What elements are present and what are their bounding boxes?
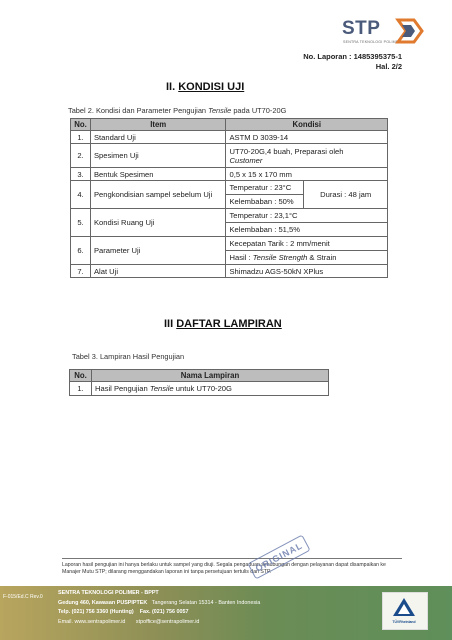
footer-address-bold: Gedung 460, Kawasan PUSPIPTEK xyxy=(58,599,148,606)
table-header-no: No. xyxy=(71,119,91,131)
row-no: 6. xyxy=(71,237,91,265)
row-item: Bentuk Spesimen xyxy=(90,168,226,181)
table3-caption: Tabel 3. Lampiran Hasil Pengujian xyxy=(72,352,185,361)
table-header-no: No. xyxy=(70,370,92,382)
caption-text: Tabel 2. Kondisi dan Parameter Pengujian xyxy=(68,106,209,115)
row-item: Alat Uji xyxy=(90,265,226,278)
lampiran-table xyxy=(69,369,329,396)
row-kondisi: Shimadzu AGS-50kN XPlus xyxy=(226,265,388,278)
tuv-certification-icon xyxy=(392,597,416,617)
stp-logo-subtitle: SENTRA TEKNOLOGI POLIMER xyxy=(343,40,402,44)
section-title-text: DAFTAR LAMPIRAN xyxy=(176,318,282,330)
footer-email-label: Email. www.sentrapolimer.id xyxy=(58,618,126,625)
footer-disclaimer: Laporan hasil pengujian ini hanya berlaku untuk sampel yang diuji. Segala pengaduan sehubungan dengan pelayanan dapat disampaikan ke Manajer Mutu STP; dilarang menggandakan laporan ini tanpa persetujuan tertulis dari STP. xyxy=(62,558,402,576)
footer-org: SENTRA TEKNOLOGI POLIMER - BPPT xyxy=(58,590,159,596)
row-item: Parameter Uji xyxy=(90,237,226,265)
row-durasi: Durasi : 48 jam xyxy=(304,181,388,209)
table-row xyxy=(71,131,388,144)
footer-phone: Telp. (021) 756 3360 (Hunting) xyxy=(58,609,134,616)
table-row xyxy=(71,168,388,181)
footer-address xyxy=(58,589,260,627)
table-header-nama: Nama Lampiran xyxy=(91,370,328,382)
table2-caption xyxy=(68,106,286,115)
table-header-kondisi: Kondisi xyxy=(226,119,388,131)
row-kondisi-result xyxy=(226,251,388,265)
row-kondisi-temp: Temperatur : 23°C xyxy=(226,181,304,195)
table-row xyxy=(71,144,388,168)
name-prefix: Hasil Pengujian xyxy=(94,384,150,393)
form-id: F-015/Ed.C Rev.0 xyxy=(3,594,43,600)
kondisi-line-italic: Customer xyxy=(229,155,263,165)
row-kondisi: 0,5 x 15 x 170 mm xyxy=(226,168,388,181)
row-item: Kondisi Ruang Uji xyxy=(90,209,226,237)
row-no: 5. xyxy=(71,209,91,237)
row-no: 3. xyxy=(71,168,91,181)
result-prefix: Hasil : xyxy=(229,253,253,262)
kondisi-line: UT70-20G,4 buah, Preparasi oleh xyxy=(229,146,344,156)
table-row xyxy=(71,265,388,278)
original-stamp: ORIGINAL xyxy=(247,534,310,579)
table-header-item: Item xyxy=(90,119,226,131)
section-title-kondisi-uji xyxy=(166,81,244,93)
section-number: III xyxy=(164,318,177,330)
name-suffix: untuk UT70-20G xyxy=(173,384,232,393)
section-number: II. xyxy=(166,81,179,93)
footer-email: stpoffice@sentrapolimer.id xyxy=(135,618,200,625)
section-title-text: KONDISI UJI xyxy=(178,81,245,93)
row-item: Spesimen Uji xyxy=(90,144,226,168)
row-name xyxy=(91,382,328,396)
caption-suffix: pada UT70-20G xyxy=(231,106,287,115)
row-kondisi xyxy=(226,144,388,168)
row-no: 7. xyxy=(71,265,91,278)
row-no: 4. xyxy=(71,181,91,209)
name-italic: Tensile xyxy=(149,384,174,393)
row-kondisi-speed: Kecepatan Tarik : 2 mm/menit xyxy=(226,237,388,251)
row-no: 1. xyxy=(70,382,92,396)
table-row xyxy=(70,382,329,396)
row-item: Standard Uji xyxy=(90,131,226,144)
report-number: No. Laporan : 1485395375-1 xyxy=(303,52,402,61)
section-title-daftar-lampiran xyxy=(164,318,282,330)
stp-logo-text: STP xyxy=(342,18,381,39)
table-row xyxy=(71,181,388,195)
footer-address-rest: Tangerang Selatan 15314 - Banten Indonesia xyxy=(151,599,261,606)
row-kondisi-humidity: Kelembaban : 51,5% xyxy=(226,223,388,237)
caption-italic: Tensile xyxy=(208,106,232,115)
footer-fax: Fax. (021) 756 0057 xyxy=(139,609,189,616)
kondisi-table xyxy=(70,118,388,278)
row-kondisi-humidity: Kelembaban : 50% xyxy=(226,195,304,209)
row-kondisi: ASTM D 3039-14 xyxy=(226,131,388,144)
table-row xyxy=(71,209,388,223)
cert-label: TÜVRheinland xyxy=(392,620,416,624)
page-number: Hal. 2/2 xyxy=(375,62,402,71)
report-number-block xyxy=(303,52,402,72)
row-no: 2. xyxy=(71,144,91,168)
row-item: Pengkondisian sampel sebelum Uji xyxy=(90,181,226,209)
row-kondisi-temp: Temperatur : 23,1°C xyxy=(226,209,388,223)
result-italic: Tensile Strength xyxy=(252,253,308,262)
stp-logo-icon xyxy=(392,16,426,46)
result-suffix: & Strain xyxy=(307,253,337,262)
table-row xyxy=(71,237,388,251)
row-no: 1. xyxy=(71,131,91,144)
